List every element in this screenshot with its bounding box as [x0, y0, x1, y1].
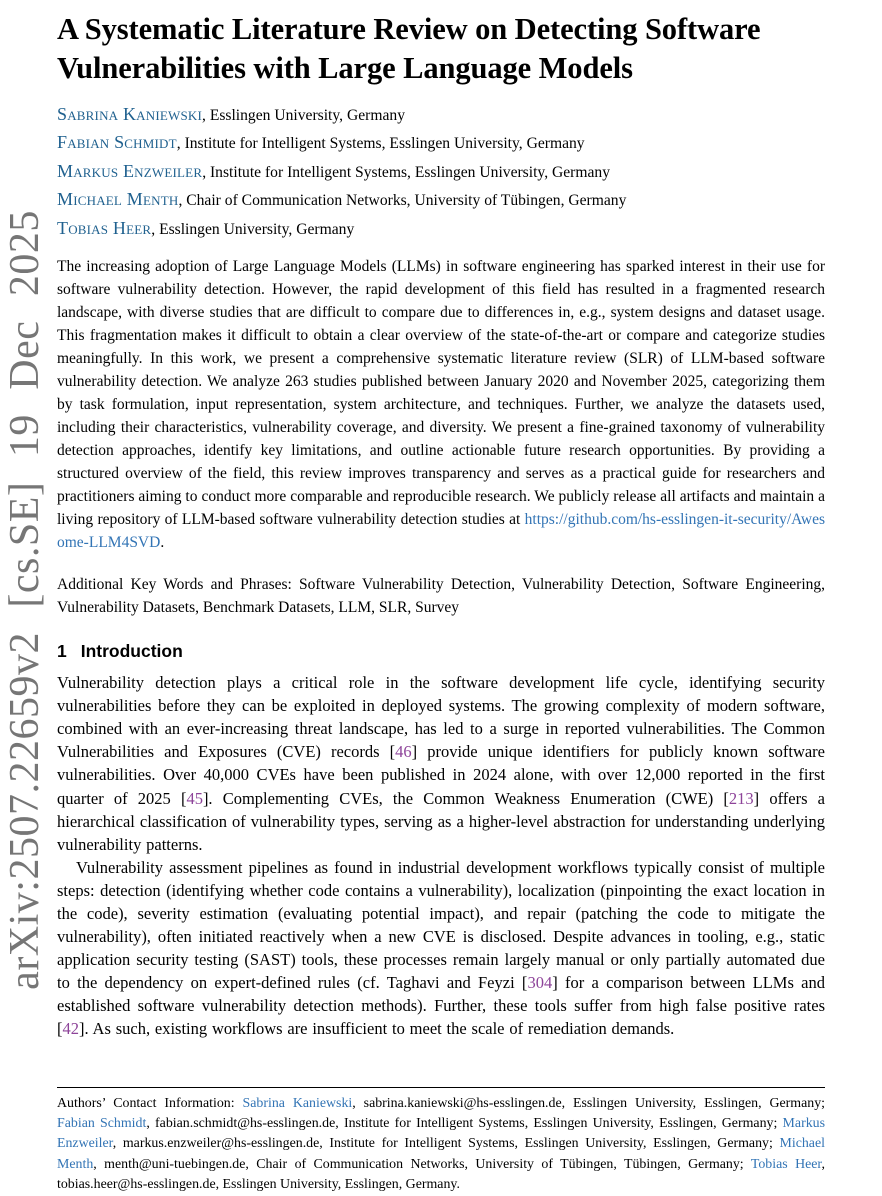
- text-run: The increasing adoption of Large Language Models (LLMs) in software engineering has sparked interest in their use for software vulnerability detection. However, the rapid development of this field has resulted in a fragmented research landscape, with diverse studies that are difficult to compare due to differences in, e.g., system designs and dataset usage. This fragmentation makes it difficult to obtain a clear overview of the state-of-the-art or compare and categorize studies meaningfully. In this work, we present a comprehensive systematic literature review (SLR) of LLM-based software vulnerability detection. We analyze 263 studies published between January 2020 and November 2025, categorizing them by task formulation, input representation, system architecture, and techniques. Further, we analyze the datasets used, including their characteristics, vulnerability coverage, and diversity. We present a fine-grained taxonomy of vulnerability detection approaches, identify key limitations, and outline actionable future research opportunities. By providing a structured overview of the field, this review improves transparency and serves as a practical guide for researchers and practitioners aiming to conduct more comparable and reproducible research. We publicly release all artifacts and maintain a living repository of LLM-based software vulnerability detection studies at: [57, 258, 825, 529]
- text-run: Vulnerability detection plays a critical role in the software development life cycle, identifying security vulnerabilities before they can be exploited in deployed systems. The growing complexity of modern software, combined with an ever-increasing threat landscape, has led to a surge in reported vulnerabilities. The Common Vulnerabilities and Exposures (CVE) records [: [57, 673, 825, 762]
- text-run: .: [160, 534, 165, 552]
- arxiv-watermark: arXiv:2507.22659v2 [cs.SE] 19 Dec 2025: [2, 210, 48, 990]
- text-run: , markus.enzweiler@hs-esslingen.de, Institute for Intelligent Systems, Esslingen University, Esslingen, Germany;: [112, 1136, 780, 1152]
- text-run: ] offers a hierarchical classification of vulnerability types, serving as a higher-level abstraction for understanding underlying vulnerability patterns.: [57, 788, 825, 854]
- contact-footer: [57, 1094, 825, 1195]
- author-name[interactable]: Tobias Heer: [57, 217, 152, 238]
- author-line: [57, 129, 825, 157]
- footnote-block: [57, 1087, 825, 1195]
- contact-name-link[interactable]: Sabrina Kaniewski: [242, 1096, 353, 1111]
- contact-name-link[interactable]: Markus Enzweiler: [57, 1116, 825, 1152]
- text-run: Authors’ Contact Information:: [57, 1096, 243, 1111]
- text-run: ] for a comparison between LLMs and established software vulnerability detection methods). Further, these tools suffer from high false positive rates [: [57, 973, 825, 1039]
- text-run: Vulnerability assessment pipelines as found in industrial development workflows typically consist of multiple steps: detection (identifying whether code contains a vulnerability), localization (pinpointing the exact location in the code), severity estimation (evaluating potential impact), and repair (patching the code to mitigate the vulnerability), often initiated reactively when a new CVE is disclosed. Despite advances in tooling, e.g., static application security testing (SAST) tools, these processes remain largely manual or only partially automated due to the dependency on expert-defined rules (cf. Taghavi and Feyzi [: [57, 857, 825, 993]
- github-repo-link[interactable]: https://github.com/hs-esslingen-it-security/Awesome-LLM4SVD: [57, 511, 825, 552]
- body-paragraph: [57, 856, 825, 1041]
- citation-ref[interactable]: 304: [527, 973, 553, 993]
- section-title: Introduction: [80, 641, 183, 662]
- paper-title: [57, 10, 825, 88]
- text-run: , menth@uni-tuebingen.de, Chair of Communication Networks, University of Tübingen, Tübingen, Germany;: [93, 1156, 751, 1172]
- author-line: [57, 215, 825, 243]
- author-line: [57, 186, 825, 214]
- contact-name-link[interactable]: Fabian Schmidt: [57, 1116, 147, 1132]
- intro-paragraphs: [57, 671, 825, 1041]
- abstract-paragraph: [57, 255, 825, 554]
- text-run: , tobias.heer@hs-esslingen.de, Esslingen University, Esslingen, Germany.: [57, 1156, 825, 1192]
- section-heading-introduction: [57, 641, 825, 662]
- paper-title-line2: Vulnerabilities with Large Language Models: [57, 51, 633, 85]
- author-affiliation: , Institute for Intelligent Systems, Esslingen University, Germany: [202, 163, 611, 181]
- author-name[interactable]: Michael Menth: [57, 189, 179, 210]
- author-affiliation: , Esslingen University, Germany: [151, 220, 355, 238]
- author-list: [57, 101, 825, 243]
- author-affiliation: , Chair of Communication Networks, University of Tübingen, Germany: [178, 192, 627, 210]
- text-run: ]. Complementing CVEs, the Common Weakness Enumeration (CWE) [: [202, 788, 729, 808]
- text-run: ] provide unique identifiers for publicly known software vulnerabilities. Over 40,000 CVEs have been published in 2024 alone, with over 12,000 reported in the first quarter of 2025 [: [57, 742, 825, 808]
- body-paragraph: [57, 671, 825, 856]
- author-affiliation: , Institute for Intelligent Systems, Esslingen University, Germany: [176, 135, 585, 153]
- paper-title-line1: A Systematic Literature Review on Detecting Software: [57, 12, 761, 46]
- keywords-paragraph: Additional Key Words and Phrases: Software Vulnerability Detection, Vulnerability Detection, Software Engineering, Vulnerability Datasets, Benchmark Datasets, LLM, SLR, Survey: [57, 576, 825, 617]
- citation-ref[interactable]: 213: [728, 788, 754, 808]
- section-number: 1: [57, 641, 67, 662]
- contact-name-link[interactable]: Michael Menth: [57, 1136, 825, 1172]
- author-name[interactable]: Fabian Schmidt: [57, 132, 177, 153]
- citation-ref[interactable]: 45: [186, 788, 203, 808]
- author-name[interactable]: Sabrina Kaniewski: [57, 104, 203, 124]
- text-run: , sabrina.kaniewski@hs-esslingen.de, Esslingen University, Esslingen, Germany;: [352, 1096, 826, 1111]
- author-line: [57, 158, 825, 186]
- contact-name-link[interactable]: Tobias Heer: [750, 1156, 822, 1172]
- author-name[interactable]: Markus Enzweiler: [57, 160, 203, 181]
- citation-ref[interactable]: 42: [62, 1019, 79, 1039]
- author-line: [57, 101, 825, 129]
- text-run: , fabian.schmidt@hs-esslingen.de, Institute for Intelligent Systems, Esslingen University, Esslingen, Germany;: [146, 1116, 783, 1132]
- citation-ref[interactable]: 46: [395, 742, 412, 762]
- author-affiliation: , Esslingen University, Germany: [202, 107, 405, 124]
- text-run: ]. As such, existing workflows are insufficient to meet the scale of remediation demands.: [79, 1019, 675, 1039]
- footnote-rule: [57, 1087, 825, 1088]
